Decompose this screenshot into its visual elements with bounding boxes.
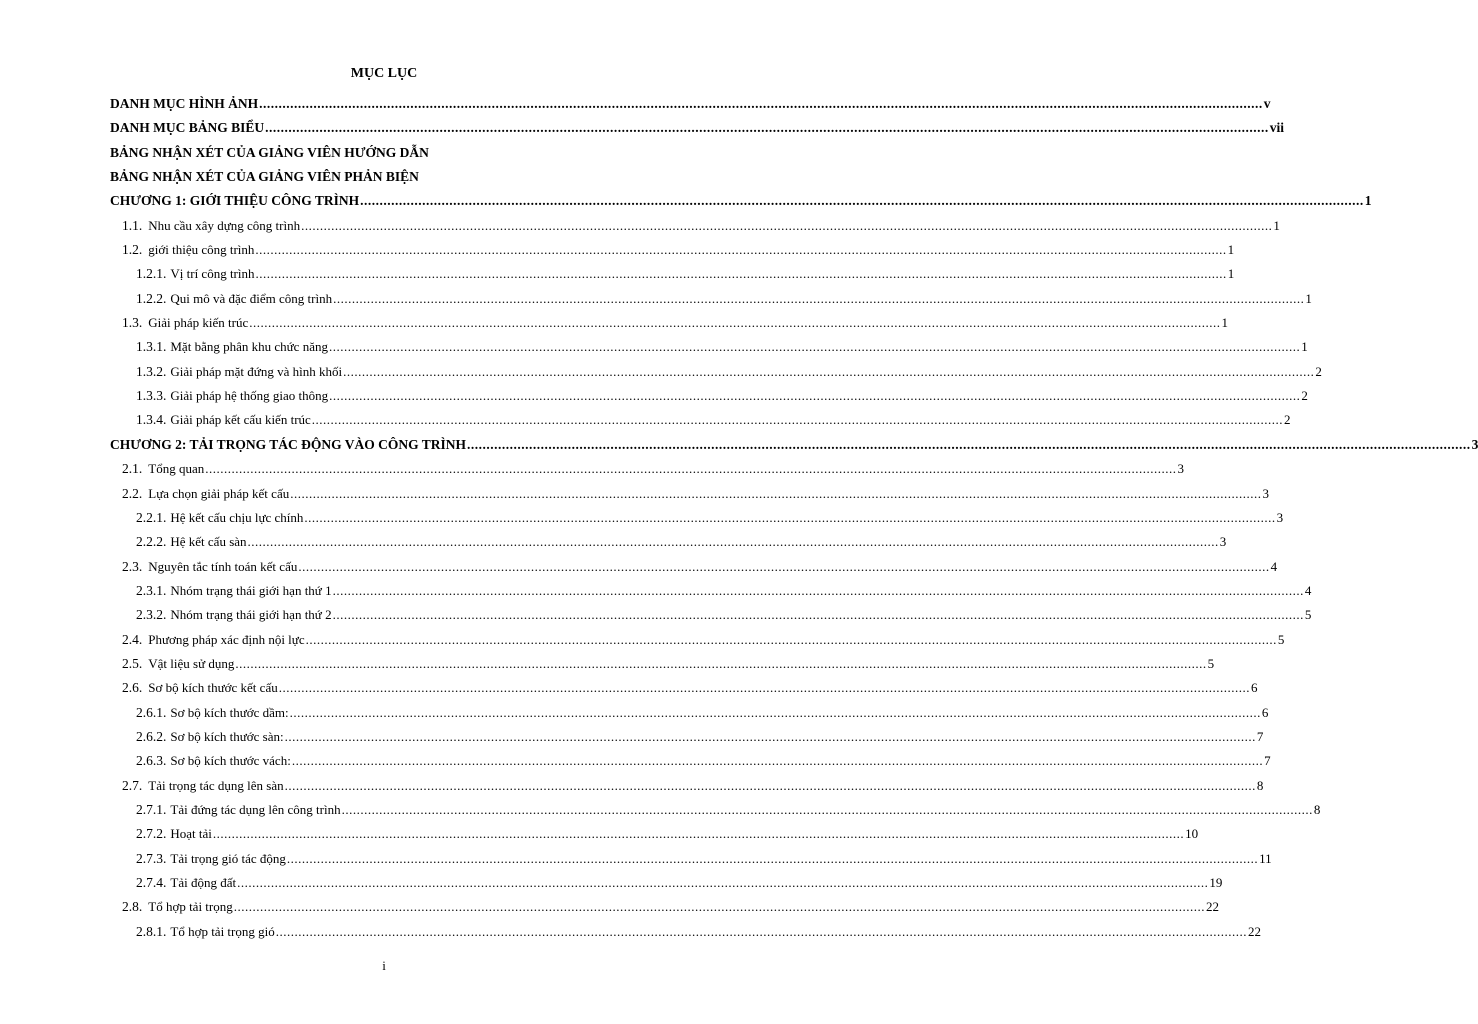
toc-entry-number: 2.6. xyxy=(122,680,143,696)
toc-entry-page: 1 xyxy=(1227,242,1235,258)
toc-entry-number: 2.7.1. xyxy=(136,801,167,817)
toc-entry[interactable] xyxy=(0,262,1235,286)
toc-entry-label: Hệ kết cấu sàn xyxy=(170,534,247,550)
toc-leader-dots: ................................................................................................................................................................................................................................................................... xyxy=(291,753,1264,769)
toc-entry-label: Hoạt tải xyxy=(170,826,212,842)
toc-entry[interactable] xyxy=(0,384,1308,408)
toc-leader-dots: ................................................................................................................................................................................................................................................................... xyxy=(205,461,1177,477)
toc-entry[interactable] xyxy=(0,287,1312,311)
toc-entry-label: DANH MỤC BẢNG BIỂU xyxy=(110,120,265,136)
toc-entry-page: 11 xyxy=(1259,850,1272,866)
toc-entry-number: 2.1. xyxy=(122,461,143,477)
toc-entry-label: CHƯƠNG 1: GIỚI THIỆU CÔNG TRÌNH xyxy=(110,193,360,209)
toc-entry-page: 4 xyxy=(1270,558,1278,574)
toc-entry-label: Tải động đất xyxy=(170,875,237,890)
toc-entry-page: 1 xyxy=(1364,193,1372,209)
toc-entry[interactable] xyxy=(0,214,1280,238)
toc-entry[interactable] xyxy=(0,116,1285,140)
toc-entry-page: 10 xyxy=(1185,826,1199,842)
toc-entry-page: 22 xyxy=(1206,899,1219,915)
toc-entry-page: 6 xyxy=(1250,680,1258,696)
toc-entry-page: 1 xyxy=(1301,339,1308,355)
toc-entry-number: 2.2. xyxy=(122,485,143,501)
toc-entry-page: 3 xyxy=(1177,461,1184,477)
page-title: MỤC LỤC xyxy=(350,66,418,81)
toc-leader-dots: ................................................................................................................................................................................................................................................................... xyxy=(305,631,1277,647)
toc-entry-page: 5 xyxy=(1304,607,1312,623)
toc-entry-page: 7 xyxy=(1256,728,1264,744)
toc-leader-dots: ................................................................................................................................................................................................................................................................... xyxy=(329,388,1301,404)
toc-entry-label: BẢNG NHẬN XÉT CỦA GIẢNG VIÊN HƯỚNG DẪN xyxy=(110,144,429,160)
toc-entry-page: vii xyxy=(1269,120,1285,136)
toc-entry-number: 1.3. xyxy=(122,315,143,331)
toc-leader-dots: ................................................................................................................................................................................................................................................................... xyxy=(255,242,1227,258)
toc-entry-number: 1.2.1. xyxy=(136,266,167,282)
toc-entry-label: Vật liệu sử dụng xyxy=(148,655,235,671)
toc-entry-number: 2.5. xyxy=(122,655,143,671)
toc-entry[interactable] xyxy=(0,238,1235,262)
toc-entry-label: Phương pháp xác định nội lực xyxy=(148,631,305,647)
toc-entry[interactable] xyxy=(0,871,1223,895)
page-number: i xyxy=(382,958,386,973)
toc-entry-label: Mặt bằng phân khu chức năng xyxy=(170,339,328,355)
table-of-contents xyxy=(0,92,1478,944)
toc-entry[interactable] xyxy=(0,847,1272,871)
toc-entry-number: 2.2.2. xyxy=(136,534,167,550)
toc-entry-number: 2.6.1. xyxy=(136,704,167,720)
toc-entry-page: 1 xyxy=(1305,290,1312,306)
toc-entry-page: 1 xyxy=(1221,315,1228,331)
toc-entry[interactable] xyxy=(0,92,1271,116)
toc-entry-page: 2 xyxy=(1284,412,1291,428)
toc-entry-label: Qui mô và đặc điểm công trình xyxy=(170,290,333,306)
toc-entry[interactable] xyxy=(0,822,1199,846)
toc-entry-label: CHƯƠNG 2: TẢI TRỌNG TÁC ĐỘNG VÀO CÔNG TRÌNH xyxy=(110,436,467,452)
toc-entry-label: Sơ bộ kích thước kết cấu xyxy=(148,680,278,696)
toc-entry-number: 1.3.2. xyxy=(136,363,167,379)
toc-entry-page: 7 xyxy=(1264,753,1271,769)
toc-leader-dots: ................................................................................................................................................................................................................................................................... xyxy=(212,826,1185,842)
toc-leader-dots: ................................................................................................................................................................................................................................................................... xyxy=(275,923,1247,939)
toc-entry-number: 2.6.3. xyxy=(136,753,167,769)
toc-entry-number: 2.6.2. xyxy=(136,728,167,744)
toc-leader-dots: ................................................................................................................................................................................................................................................................... xyxy=(247,534,1219,550)
toc-leader-dots: ................................................................................................................................................................................................................................................................... xyxy=(249,315,1221,331)
toc-leader-dots: ................................................................................................................................................................................................................................................................... xyxy=(467,436,1471,452)
toc-entry-label: Sơ bộ kích thước dầm: xyxy=(170,704,289,720)
toc-entry-number: 2.7.3. xyxy=(136,850,167,866)
toc-entry[interactable] xyxy=(0,141,768,165)
toc-entry[interactable] xyxy=(0,335,1308,359)
toc-entry-label: DANH MỤC HÌNH ẢNH xyxy=(110,96,259,111)
toc-entry[interactable] xyxy=(0,749,1271,773)
toc-entry[interactable] xyxy=(0,725,1264,749)
toc-entry-number: 2.7.4. xyxy=(136,875,167,890)
toc-entry-label: giới thiệu công trình xyxy=(148,242,255,258)
toc-entry-label: Vị trí công trình xyxy=(170,266,255,282)
toc-leader-dots: ................................................................................................................................................................................................................................................................... xyxy=(328,339,1301,355)
toc-entry-number: 1.2.2. xyxy=(136,290,167,306)
toc-leader-dots: ................................................................................................................................................................................................................................................................... xyxy=(289,704,1261,720)
toc-leader-dots: ................................................................................................................................................................................................................................................................... xyxy=(332,607,1304,623)
toc-entry[interactable] xyxy=(0,676,1258,700)
toc-entry-page: 4 xyxy=(1304,582,1312,598)
toc-entry-number: 2.2.1. xyxy=(136,509,167,525)
toc-leader-dots: ................................................................................................................................................................................................................................................................... xyxy=(259,96,1263,111)
toc-entry[interactable] xyxy=(0,701,1269,725)
toc-entry-label: Tải đứng tác dụng lên công trình xyxy=(170,801,341,817)
toc-leader-dots: ................................................................................................................................................................................................................................................................... xyxy=(301,217,1273,233)
toc-entry-number: 2.3. xyxy=(122,558,143,574)
toc-entry-number: 2.3.1. xyxy=(136,582,167,598)
toc-entry-page: v xyxy=(1263,96,1271,111)
toc-entry-number: 2.8.1. xyxy=(136,923,167,939)
toc-leader-dots: ................................................................................................................................................................................................................................................................... xyxy=(343,363,1315,379)
toc-entry[interactable] xyxy=(0,628,1285,652)
toc-entry-label: Lựa chọn giải pháp kết cấu xyxy=(148,485,290,501)
toc-entry-number: 2.7. xyxy=(122,777,143,793)
toc-entry-label: Giải pháp mặt đứng và hình khối xyxy=(170,363,343,379)
toc-entry-label: Tổ hợp tải trọng xyxy=(148,899,233,915)
toc-entry-number: 1.2. xyxy=(122,242,143,258)
toc-leader-dots: ................................................................................................................................................................................................................................................................... xyxy=(286,850,1259,866)
toc-entry-number: 2.4. xyxy=(122,631,143,647)
toc-entry-page: 2 xyxy=(1315,363,1322,379)
toc-entry-label: Tổ hợp tải trọng gió xyxy=(170,923,275,939)
toc-entry[interactable] xyxy=(0,920,1261,944)
toc-entry-label: Hệ kết cấu chịu lực chính xyxy=(170,509,304,525)
toc-entry[interactable] xyxy=(0,652,1215,676)
toc-entry[interactable] xyxy=(0,457,1184,481)
toc-entry-number: 2.7.2. xyxy=(136,826,167,842)
toc-entry[interactable] xyxy=(0,555,1278,579)
toc-leader-dots: ................................................................................................................................................................................................................................................................... xyxy=(341,801,1313,817)
toc-leader-dots: ................................................................................................................................................................................................................................................................... xyxy=(311,412,1284,428)
toc-entry-number: 1.3.1. xyxy=(136,339,167,355)
toc-entry-label: BẢNG NHẬN XÉT CỦA GIẢNG VIÊN PHẢN BIỆN xyxy=(110,169,419,185)
toc-entry[interactable] xyxy=(0,311,1228,335)
toc-entry[interactable] xyxy=(0,433,1478,457)
toc-leader-dots: ................................................................................................................................................................................................................................................................... xyxy=(304,509,1276,525)
toc-entry-page: 19 xyxy=(1209,875,1223,890)
toc-entry-page: 3 xyxy=(1471,436,1478,452)
toc-entry-page: 3 xyxy=(1219,534,1227,550)
toc-leader-dots: ................................................................................................................................................................................................................................................................... xyxy=(265,120,1269,136)
toc-leader-dots: ................................................................................................................................................................................................................................................................... xyxy=(284,777,1256,793)
toc-leader-dots: ................................................................................................................................................................................................................................................................... xyxy=(255,266,1227,282)
toc-entry-number: 1.3.4. xyxy=(136,412,167,428)
toc-entry-number: 2.3.2. xyxy=(136,607,167,623)
toc-entry-label: Nhóm trạng thái giới hạn thứ 1 xyxy=(170,582,332,598)
toc-entry-label: Nhu cầu xây dựng công trình xyxy=(148,217,301,233)
toc-leader-dots: ................................................................................................................................................................................................................................................................... xyxy=(235,655,1207,671)
toc-entry-label: Giải pháp hệ thống giao thông xyxy=(170,388,329,404)
toc-entry[interactable] xyxy=(0,165,768,189)
toc-entry[interactable] xyxy=(0,482,1269,506)
toc-entry[interactable] xyxy=(0,798,1321,822)
toc-leader-dots: ................................................................................................................................................................................................................................................................... xyxy=(333,290,1305,306)
toc-entry-page: 3 xyxy=(1262,485,1269,501)
toc-entry-label: Nguyên tắc tính toán kết cấu xyxy=(148,558,298,574)
toc-entry[interactable] xyxy=(0,360,1322,384)
toc-entry-label: Giải pháp kiến trúc xyxy=(148,315,249,331)
toc-entry-label: Nhóm trạng thái giới hạn thứ 2 xyxy=(170,607,332,623)
toc-entry-number: 2.8. xyxy=(122,899,143,915)
toc-entry-label: Tổng quan xyxy=(148,461,205,477)
toc-entry-label: Giải pháp kết cấu kiến trúc xyxy=(170,412,311,428)
toc-leader-dots: ................................................................................................................................................................................................................................................................... xyxy=(278,680,1250,696)
toc-entry-label: Tải trọng tác dụng lên sàn xyxy=(148,777,284,793)
toc-entry-page: 3 xyxy=(1276,509,1284,525)
toc-entry[interactable] xyxy=(0,506,1284,530)
toc-entry-label: Tải trọng gió tác động xyxy=(170,850,286,866)
toc-entry-label: Sơ bộ kích thước vách: xyxy=(170,753,291,769)
toc-entry-page: 5 xyxy=(1277,631,1285,647)
toc-leader-dots: ................................................................................................................................................................................................................................................................... xyxy=(290,485,1262,501)
toc-entry-label: Sơ bộ kích thước sàn: xyxy=(170,728,284,744)
toc-entry-page: 1 xyxy=(1273,217,1280,233)
toc-entry-page: 6 xyxy=(1261,704,1269,720)
toc-leader-dots: ................................................................................................................................................................................................................................................................... xyxy=(233,899,1205,915)
toc-entry[interactable] xyxy=(0,774,1264,798)
toc-leader-dots: ................................................................................................................................................................................................................................................................... xyxy=(360,193,1364,209)
toc-entry-page: 8 xyxy=(1313,801,1321,817)
toc-entry-page: 1 xyxy=(1227,266,1235,282)
toc-entry-number: 1.1. xyxy=(122,217,143,233)
toc-leader-dots: ................................................................................................................................................................................................................................................................... xyxy=(298,558,1270,574)
toc-entry-page: 2 xyxy=(1301,388,1308,404)
toc-entry-number: 1.3.3. xyxy=(136,388,167,404)
toc-entry-page: 5 xyxy=(1207,655,1215,671)
toc-leader-dots: ................................................................................................................................................................................................................................................................... xyxy=(332,582,1304,598)
toc-entry[interactable] xyxy=(0,895,1219,919)
toc-entry[interactable] xyxy=(0,530,1227,554)
toc-entry[interactable] xyxy=(0,603,1312,627)
toc-entry-page: 22 xyxy=(1248,923,1261,939)
toc-entry[interactable] xyxy=(0,579,1312,603)
toc-entry-page: 8 xyxy=(1256,777,1264,793)
toc-entry[interactable] xyxy=(0,189,1372,213)
toc-entry[interactable] xyxy=(0,408,1291,432)
toc-leader-dots: ................................................................................................................................................................................................................................................................... xyxy=(237,875,1209,890)
toc-leader-dots: ................................................................................................................................................................................................................................................................... xyxy=(284,728,1256,744)
